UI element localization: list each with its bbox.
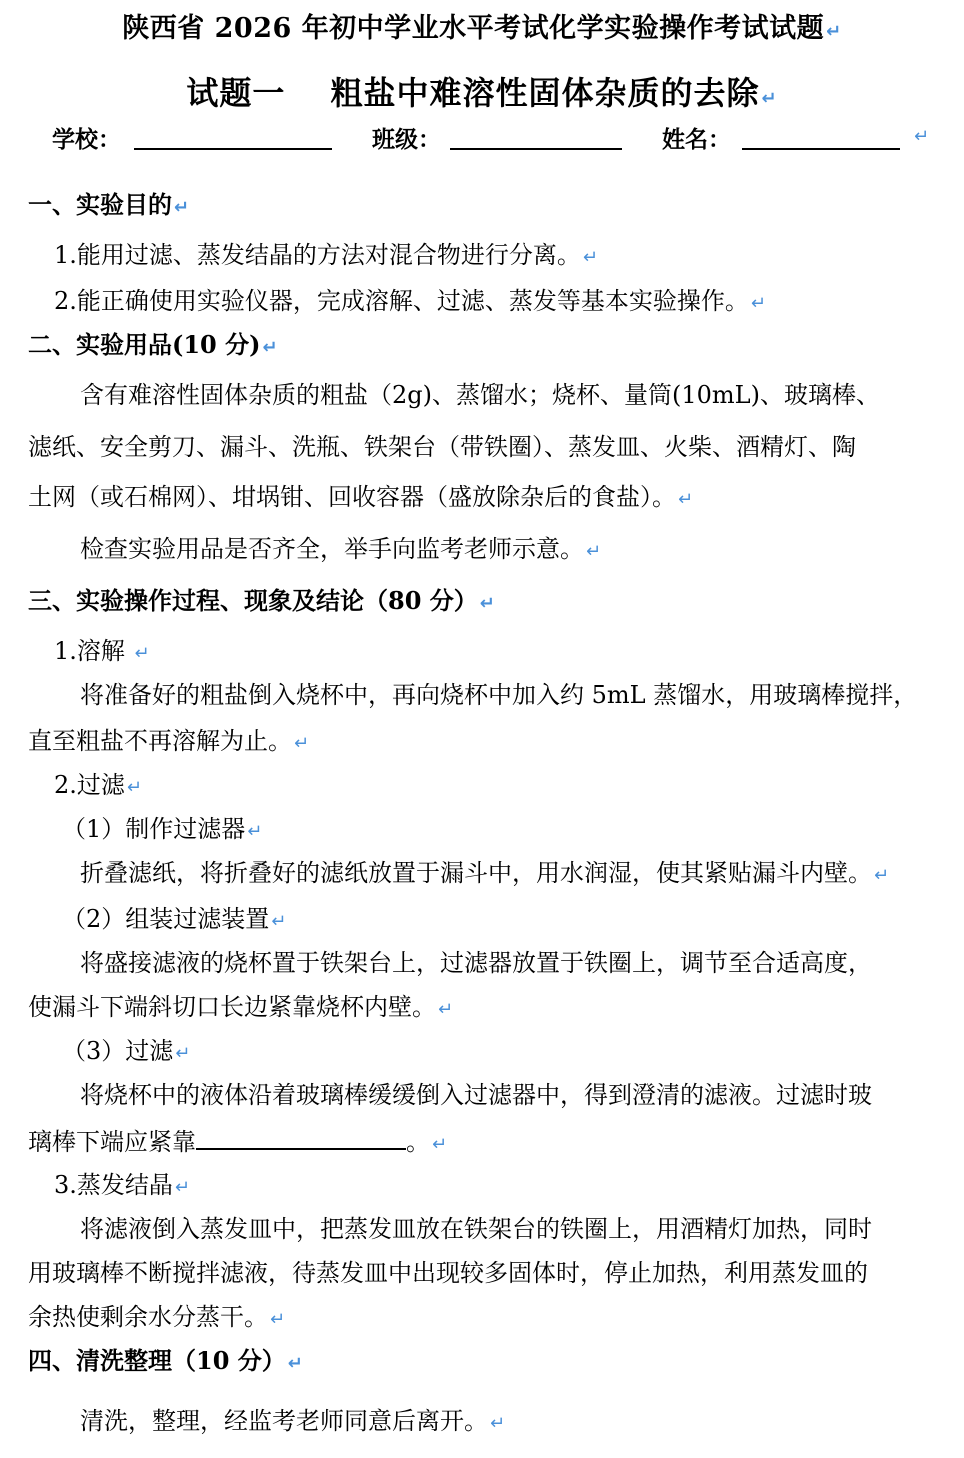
substep-title <box>62 1036 190 1069</box>
objective-text: 2.能正确使用实验仪器，完成溶解、过滤、蒸发等基本实验操作。 <box>54 287 749 315</box>
step-title-text: 3.蒸发结晶 <box>54 1171 173 1199</box>
paragraph-mark: ↵ <box>174 1177 190 1198</box>
paragraph-mark: ↵ <box>174 197 190 218</box>
step-title <box>54 636 150 669</box>
step-text: 将滤液倒入蒸发皿中，把蒸发皿放在铁架台的铁圈上，用酒精灯加热，同时 <box>80 1215 872 1243</box>
paragraph-mark: ↵ <box>761 88 778 109</box>
section-heading-text: 二、实验用品(10 分) <box>28 330 261 359</box>
class-field[interactable] <box>450 146 622 150</box>
section-heading-cleanup <box>28 1346 303 1379</box>
step-line <box>28 992 453 1025</box>
step-line <box>80 1080 872 1110</box>
paragraph-mark: ↵ <box>271 911 287 932</box>
exam-title <box>0 14 964 47</box>
step-text: 用玻璃棒不断搅拌滤液，待蒸发皿中出现较多固体时，停止加热，利用蒸发皿的 <box>28 1259 868 1287</box>
section-heading-materials <box>28 330 278 363</box>
step-line <box>28 726 309 759</box>
materials-line <box>28 482 693 515</box>
step-line <box>28 1258 868 1288</box>
exam-title-text: 陕西省 2026 年初中学业水平考试化学实验操作考试试题 <box>122 13 825 44</box>
materials-line <box>80 380 880 410</box>
section-heading-text: 四、清洗整理（10 分） <box>28 1346 286 1375</box>
step-text: 折叠滤纸，将折叠好的滤纸放置于漏斗中，用水润湿，使其紧贴漏斗内壁。 <box>80 859 872 887</box>
paragraph-mark: ↵ <box>826 21 842 42</box>
step-title <box>54 1170 190 1203</box>
paragraph-mark: ↵ <box>287 1353 303 1374</box>
paragraph-mark: ↵ <box>490 1413 506 1434</box>
paragraph-mark: ↵ <box>270 1309 286 1330</box>
paragraph-mark: ↵ <box>134 643 150 664</box>
step-text: 将烧杯中的液体沿着玻璃棒缓缓倒入过滤器中，得到澄清的滤液。过滤时玻 <box>80 1081 872 1109</box>
section-heading-text: 一、实验目的 <box>28 190 172 219</box>
school-field[interactable] <box>134 146 332 150</box>
materials-text: 滤纸、安全剪刀、漏斗、洗瓶、铁架台（带铁圈）、蒸发皿、火柴、酒精灯、陶 <box>28 433 856 461</box>
substep-title <box>62 814 262 847</box>
step-text: 将准备好的粗盐倒入烧杯中，再向烧杯中加入约 5mL 蒸馏水，用玻璃棒搅拌， <box>80 681 918 709</box>
step-text: 使漏斗下端斜切口长边紧靠烧杯内壁。 <box>28 993 436 1021</box>
paragraph-mark: ↵ <box>126 777 142 798</box>
cleanup-line <box>80 1406 505 1439</box>
name-label: 姓名： <box>662 126 731 153</box>
step-title <box>54 770 142 803</box>
paragraph-mark: ↵ <box>247 821 263 842</box>
materials-text: 含有难溶性固体杂质的粗盐（2g)、蒸馏水；烧杯、量筒(10mL)、玻璃棒、 <box>80 381 880 409</box>
section-heading-objectives <box>28 190 189 223</box>
step-text: 余热使剩余水分蒸干。 <box>28 1303 268 1331</box>
paragraph-mark: ↵ <box>432 1134 448 1155</box>
materials-check-line <box>80 534 601 567</box>
step-title-text: 2.过滤 <box>54 771 125 799</box>
paragraph-mark: ↵ <box>438 999 454 1020</box>
section-heading-procedure <box>28 586 495 619</box>
step-line <box>80 1214 872 1244</box>
name-field[interactable] <box>742 146 900 150</box>
step-line <box>28 1302 285 1335</box>
objective-text: 1.能用过滤、蒸发结晶的方法对混合物进行分离。 <box>54 241 581 269</box>
question-title <box>0 74 964 114</box>
substep-title-text: （2）组装过滤装置 <box>62 905 270 933</box>
paragraph-mark: ↵ <box>586 541 602 562</box>
step-title-text: 1.溶解 <box>54 637 125 665</box>
substep-title <box>62 904 286 937</box>
cleanup-text: 清洗，整理，经监考老师同意后离开。 <box>80 1407 488 1435</box>
fill-in-blank[interactable] <box>196 1126 406 1150</box>
paragraph-mark: ↵ <box>678 489 694 510</box>
paragraph-mark: ↵ <box>479 593 495 614</box>
paragraph-mark: ↵ <box>582 247 598 268</box>
class-label: 班级： <box>372 126 441 153</box>
section-heading-text: 三、实验操作过程、现象及结论（80 分） <box>28 586 478 615</box>
step-text: 。 <box>406 1128 430 1156</box>
objective-item <box>54 286 766 319</box>
step-line-with-blank <box>28 1126 447 1160</box>
materials-line <box>28 432 856 462</box>
step-text: 璃棒下端应紧靠 <box>28 1128 196 1156</box>
step-line <box>80 858 889 891</box>
school-label: 学校： <box>52 126 121 153</box>
question-title-text: 试题一 粗盐中难溶性固体杂质的去除 <box>186 74 760 112</box>
paragraph-mark: ↵ <box>294 733 310 754</box>
step-line <box>80 948 872 978</box>
substep-title-text: （3）过滤 <box>62 1037 174 1065</box>
materials-text: 检查实验用品是否齐全，举手向监考老师示意。 <box>80 535 584 563</box>
paragraph-mark: ↵ <box>175 1043 191 1064</box>
objective-item <box>54 240 598 273</box>
step-line <box>80 680 917 710</box>
step-text: 将盛接滤液的烧杯置于铁架台上，过滤器放置于铁圈上，调节至合适高度， <box>80 949 872 977</box>
paragraph-mark: ↵ <box>262 337 278 358</box>
materials-text: 土网（或石棉网）、坩埚钳、回收容器（盛放除杂后的食盐）。 <box>28 483 676 511</box>
paragraph-mark: ↵ <box>914 126 930 147</box>
step-text: 直至粗盐不再溶解为止。 <box>28 727 292 755</box>
paragraph-mark: ↵ <box>750 293 766 314</box>
substep-title-text: （1）制作过滤器 <box>62 815 246 843</box>
paragraph-mark: ↵ <box>874 865 890 886</box>
